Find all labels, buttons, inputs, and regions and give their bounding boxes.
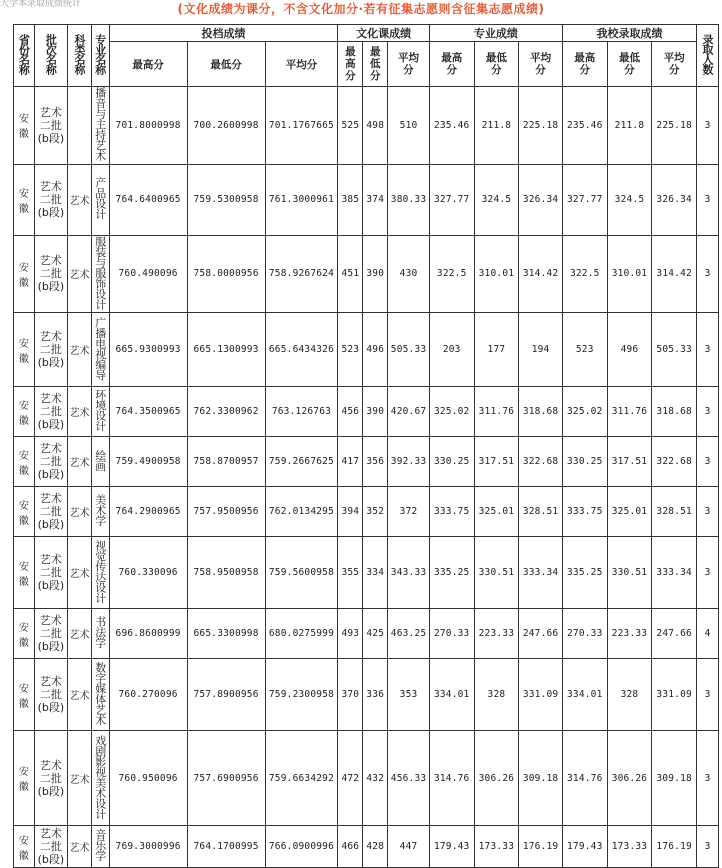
s-avg-cell: 225.18 xyxy=(652,87,697,165)
s-max-cell: 325.02 xyxy=(562,387,607,437)
s-avg-cell: 176.19 xyxy=(652,826,697,868)
m-max-cell: 314.76 xyxy=(429,731,474,826)
count-cell: 3 xyxy=(697,487,719,537)
c-min-cell: 496 xyxy=(363,313,388,387)
province-cell: 安徽 xyxy=(14,609,35,659)
s-max-cell: 523 xyxy=(562,313,607,387)
s-avg-cell: 326.34 xyxy=(652,164,697,235)
c-max-cell: 394 xyxy=(338,487,363,537)
category-cell: 艺术 xyxy=(68,537,92,609)
table-row xyxy=(14,487,719,537)
s-min-cell: 496 xyxy=(607,313,652,387)
a-max-cell: 665.9300993 xyxy=(109,313,187,387)
m-min-cell: 173.33 xyxy=(474,826,519,868)
s-min-cell: 324.5 xyxy=(607,164,652,235)
a-avg-cell: 701.1767665 xyxy=(265,87,338,165)
a-min-cell: 757.8900956 xyxy=(187,659,265,731)
major-cell: 视觉传达设计 xyxy=(91,537,109,609)
major-cell: 服装与服饰设计 xyxy=(91,235,109,313)
a-avg-cell: 766.0900996 xyxy=(265,826,338,868)
c-avg-cell: 420.67 xyxy=(388,387,430,437)
category-cell: 艺术 xyxy=(68,826,92,868)
s-max-cell: 334.01 xyxy=(562,659,607,731)
m-min-cell: 328 xyxy=(474,659,519,731)
batch-cell: 艺术二批(b段) xyxy=(34,87,67,165)
m-min-cell: 325.01 xyxy=(474,487,519,537)
c-min-cell: 390 xyxy=(363,387,388,437)
c-max-cell: 523 xyxy=(338,313,363,387)
a-max-cell: 769.3000996 xyxy=(109,826,187,868)
s-avg-cell: 333.34 xyxy=(652,537,697,609)
archive-min-subheader: 最低分 xyxy=(187,42,265,87)
c-min-cell: 425 xyxy=(363,609,388,659)
province-cell: 安徽 xyxy=(14,826,35,868)
cut-off-heading: 大学本录取成绩统计 xyxy=(0,0,82,9)
school-min-subheader: 最低分 xyxy=(607,42,652,87)
m-avg-cell: 326.34 xyxy=(519,164,563,235)
category-cell: 艺术 xyxy=(68,387,92,437)
m-min-cell: 317.51 xyxy=(474,437,519,487)
category-cell: 艺术 xyxy=(68,235,92,313)
m-avg-cell: 176.19 xyxy=(519,826,563,868)
m-max-cell: 335.25 xyxy=(429,537,474,609)
a-min-cell: 665.1300993 xyxy=(187,313,265,387)
a-max-cell: 760.490096 xyxy=(109,235,187,313)
category-cell: 艺术 xyxy=(68,731,92,826)
c-max-cell: 456 xyxy=(338,387,363,437)
s-max-cell: 235.46 xyxy=(562,87,607,165)
col-category-header: 科类名称 xyxy=(68,25,92,87)
province-cell: 安徽 xyxy=(14,235,35,313)
category-cell: 艺术 xyxy=(68,659,92,731)
major-cell: 书法学 xyxy=(91,609,109,659)
count-cell: 3 xyxy=(697,164,719,235)
s-max-cell: 333.75 xyxy=(562,487,607,537)
group-major-header: 专业成绩 xyxy=(429,25,562,42)
c-max-cell: 472 xyxy=(338,731,363,826)
m-avg-cell: 225.18 xyxy=(519,87,563,165)
col-count-header: 录取人数 xyxy=(697,25,719,87)
a-max-cell: 760.270096 xyxy=(109,659,187,731)
col-major-header: 专业名称 xyxy=(91,25,109,87)
s-max-cell: 179.43 xyxy=(562,826,607,868)
a-min-cell: 757.6900956 xyxy=(187,731,265,826)
c-avg-cell: 392.33 xyxy=(388,437,430,487)
admission-score-table xyxy=(13,24,719,868)
batch-cell: 艺术二批(b段) xyxy=(34,437,67,487)
major-cell: 广播电视编导 xyxy=(91,313,109,387)
count-cell: 3 xyxy=(697,387,719,437)
province-cell: 安徽 xyxy=(14,164,35,235)
c-min-cell: 352 xyxy=(363,487,388,537)
province-cell: 安徽 xyxy=(14,437,35,487)
m-avg-cell: 333.34 xyxy=(519,537,563,609)
a-min-cell: 762.3300962 xyxy=(187,387,265,437)
table-row xyxy=(14,164,719,235)
category-cell: 艺术 xyxy=(68,437,92,487)
c-min-cell: 498 xyxy=(363,87,388,165)
c-max-cell: 466 xyxy=(338,826,363,868)
a-min-cell: 758.8700957 xyxy=(187,437,265,487)
c-min-cell: 356 xyxy=(363,437,388,487)
s-min-cell: 311.76 xyxy=(607,387,652,437)
a-max-cell: 764.3500965 xyxy=(109,387,187,437)
culture-max-subheader: 最高分 xyxy=(338,42,363,87)
a-max-cell: 696.8600999 xyxy=(109,609,187,659)
c-avg-cell: 447 xyxy=(388,826,430,868)
batch-cell: 艺术二批(b段) xyxy=(34,826,67,868)
m-min-cell: 310.01 xyxy=(474,235,519,313)
a-max-cell: 764.2900965 xyxy=(109,487,187,537)
c-avg-cell: 380.33 xyxy=(388,164,430,235)
batch-cell: 艺术二批(b段) xyxy=(34,537,67,609)
table-row xyxy=(14,437,719,487)
s-max-cell: 335.25 xyxy=(562,537,607,609)
major-cell: 播音与主持艺术 xyxy=(91,87,109,165)
batch-cell: 艺术二批(b段) xyxy=(34,731,67,826)
m-avg-cell: 331.09 xyxy=(519,659,563,731)
province-cell: 安徽 xyxy=(14,487,35,537)
count-cell: 3 xyxy=(697,826,719,868)
m-min-cell: 311.76 xyxy=(474,387,519,437)
m-avg-cell: 194 xyxy=(519,313,563,387)
province-cell: 安徽 xyxy=(14,537,35,609)
archive-max-subheader: 最高分 xyxy=(109,42,187,87)
a-avg-cell: 759.5600958 xyxy=(265,537,338,609)
c-max-cell: 525 xyxy=(338,87,363,165)
a-min-cell: 764.1700995 xyxy=(187,826,265,868)
a-avg-cell: 759.2667625 xyxy=(265,437,338,487)
count-cell: 3 xyxy=(697,731,719,826)
a-avg-cell: 680.0275999 xyxy=(265,609,338,659)
m-avg-cell: 322.68 xyxy=(519,437,563,487)
province-cell: 安徽 xyxy=(14,313,35,387)
m-avg-cell: 328.51 xyxy=(519,487,563,537)
major-cell: 绘画 xyxy=(91,437,109,487)
batch-cell: 艺术二批(b段) xyxy=(34,387,67,437)
c-max-cell: 417 xyxy=(338,437,363,487)
major-cell: 环境设计 xyxy=(91,387,109,437)
m-max-cell: 235.46 xyxy=(429,87,474,165)
batch-cell: 艺术二批(b段) xyxy=(34,313,67,387)
a-max-cell: 701.8000998 xyxy=(109,87,187,165)
count-cell: 4 xyxy=(697,609,719,659)
culture-avg-subheader: 平均分 xyxy=(388,42,430,87)
col-province-header: 省份名称 xyxy=(14,25,35,87)
m-max-cell: 330.25 xyxy=(429,437,474,487)
a-min-cell: 665.3300998 xyxy=(187,609,265,659)
province-cell: 安徽 xyxy=(14,659,35,731)
a-min-cell: 700.2600998 xyxy=(187,87,265,165)
c-avg-cell: 510 xyxy=(388,87,430,165)
m-min-cell: 330.51 xyxy=(474,537,519,609)
m-max-cell: 179.43 xyxy=(429,826,474,868)
m-max-cell: 334.01 xyxy=(429,659,474,731)
m-max-cell: 327.77 xyxy=(429,164,474,235)
batch-cell: 艺术二批(b段) xyxy=(34,235,67,313)
c-max-cell: 493 xyxy=(338,609,363,659)
table-row xyxy=(14,609,719,659)
s-avg-cell: 247.66 xyxy=(652,609,697,659)
table-row xyxy=(14,826,719,868)
category-cell: 艺术 xyxy=(68,313,92,387)
category-cell: 艺术 xyxy=(68,164,92,235)
major-cell: 数字媒体艺术 xyxy=(91,659,109,731)
a-avg-cell: 758.9267624 xyxy=(265,235,338,313)
s-max-cell: 322.5 xyxy=(562,235,607,313)
s-min-cell: 306.26 xyxy=(607,731,652,826)
archive-avg-subheader: 平均分 xyxy=(265,42,338,87)
c-avg-cell: 353 xyxy=(388,659,430,731)
s-avg-cell: 322.68 xyxy=(652,437,697,487)
s-max-cell: 270.33 xyxy=(562,609,607,659)
province-cell: 安徽 xyxy=(14,87,35,165)
a-min-cell: 757.9500956 xyxy=(187,487,265,537)
table-row xyxy=(14,731,719,826)
a-avg-cell: 759.6634292 xyxy=(265,731,338,826)
school-avg-subheader: 平均分 xyxy=(652,42,697,87)
c-min-cell: 334 xyxy=(363,537,388,609)
batch-cell: 艺术二批(b段) xyxy=(34,659,67,731)
group-archive-header: 投档成绩 xyxy=(109,25,338,42)
c-max-cell: 385 xyxy=(338,164,363,235)
a-avg-cell: 665.6434326 xyxy=(265,313,338,387)
s-min-cell: 173.33 xyxy=(607,826,652,868)
m-max-cell: 270.33 xyxy=(429,609,474,659)
a-avg-cell: 761.3000961 xyxy=(265,164,338,235)
score-note: (文化成绩为课分，不含文化加分·若有征集志愿则含征集志愿成绩) xyxy=(177,2,545,16)
a-avg-cell: 763.126763 xyxy=(265,387,338,437)
m-min-cell: 211.8 xyxy=(474,87,519,165)
group-culture-header: 文化课成绩 xyxy=(338,25,430,42)
a-max-cell: 759.4900958 xyxy=(109,437,187,487)
a-avg-cell: 762.0134295 xyxy=(265,487,338,537)
s-avg-cell: 328.51 xyxy=(652,487,697,537)
a-max-cell: 760.330096 xyxy=(109,537,187,609)
s-min-cell: 330.51 xyxy=(607,537,652,609)
c-min-cell: 432 xyxy=(363,731,388,826)
group-school-header: 我校录取成绩 xyxy=(562,25,696,42)
a-min-cell: 758.0000956 xyxy=(187,235,265,313)
s-avg-cell: 331.09 xyxy=(652,659,697,731)
c-min-cell: 374 xyxy=(363,164,388,235)
m-max-cell: 325.02 xyxy=(429,387,474,437)
culture-min-subheader: 最低分 xyxy=(363,42,388,87)
s-max-cell: 330.25 xyxy=(562,437,607,487)
school-max-subheader: 最高分 xyxy=(562,42,607,87)
major-min-subheader: 最低分 xyxy=(474,42,519,87)
c-avg-cell: 456.33 xyxy=(388,731,430,826)
major-cell: 美术学 xyxy=(91,487,109,537)
c-avg-cell: 463.25 xyxy=(388,609,430,659)
s-min-cell: 325.01 xyxy=(607,487,652,537)
m-avg-cell: 309.18 xyxy=(519,731,563,826)
s-min-cell: 223.33 xyxy=(607,609,652,659)
m-max-cell: 322.5 xyxy=(429,235,474,313)
major-cell: 产品设计 xyxy=(91,164,109,235)
s-min-cell: 310.01 xyxy=(607,235,652,313)
col-batch-header: 批次名称 xyxy=(34,25,67,87)
m-min-cell: 324.5 xyxy=(474,164,519,235)
province-cell: 安徽 xyxy=(14,731,35,826)
c-avg-cell: 343.33 xyxy=(388,537,430,609)
m-min-cell: 306.26 xyxy=(474,731,519,826)
a-min-cell: 759.5300958 xyxy=(187,164,265,235)
a-max-cell: 760.950096 xyxy=(109,731,187,826)
major-max-subheader: 最高分 xyxy=(429,42,474,87)
m-avg-cell: 247.66 xyxy=(519,609,563,659)
count-cell: 3 xyxy=(697,659,719,731)
province-cell: 安徽 xyxy=(14,387,35,437)
c-min-cell: 336 xyxy=(363,659,388,731)
table-row xyxy=(14,87,719,165)
batch-cell: 艺术二批(b段) xyxy=(34,164,67,235)
table-row xyxy=(14,313,719,387)
c-max-cell: 451 xyxy=(338,235,363,313)
count-cell: 3 xyxy=(697,437,719,487)
count-cell: 3 xyxy=(697,313,719,387)
m-min-cell: 223.33 xyxy=(474,609,519,659)
a-avg-cell: 759.2300958 xyxy=(265,659,338,731)
major-cell: 音乐学 xyxy=(91,826,109,868)
s-avg-cell: 505.33 xyxy=(652,313,697,387)
m-avg-cell: 318.68 xyxy=(519,387,563,437)
batch-cell: 艺术二批(b段) xyxy=(34,609,67,659)
c-max-cell: 355 xyxy=(338,537,363,609)
s-avg-cell: 309.18 xyxy=(652,731,697,826)
c-max-cell: 370 xyxy=(338,659,363,731)
table-row xyxy=(14,659,719,731)
table-row xyxy=(14,235,719,313)
count-cell: 3 xyxy=(697,235,719,313)
count-cell: 3 xyxy=(697,87,719,165)
batch-cell: 艺术二批(b段) xyxy=(34,487,67,537)
count-cell: 3 xyxy=(697,537,719,609)
c-avg-cell: 430 xyxy=(388,235,430,313)
s-avg-cell: 318.68 xyxy=(652,387,697,437)
major-cell: 戏剧影视美术设计 xyxy=(91,731,109,826)
c-min-cell: 428 xyxy=(363,826,388,868)
c-min-cell: 390 xyxy=(363,235,388,313)
table-row xyxy=(14,387,719,437)
s-min-cell: 211.8 xyxy=(607,87,652,165)
m-max-cell: 333.75 xyxy=(429,487,474,537)
s-min-cell: 328 xyxy=(607,659,652,731)
s-min-cell: 317.51 xyxy=(607,437,652,487)
s-avg-cell: 314.42 xyxy=(652,235,697,313)
m-min-cell: 177 xyxy=(474,313,519,387)
m-max-cell: 203 xyxy=(429,313,474,387)
category-cell xyxy=(68,87,92,165)
c-avg-cell: 372 xyxy=(388,487,430,537)
category-cell: 艺术 xyxy=(68,609,92,659)
major-avg-subheader: 平均分 xyxy=(519,42,563,87)
s-max-cell: 314.76 xyxy=(562,731,607,826)
a-max-cell: 764.6400965 xyxy=(109,164,187,235)
s-max-cell: 327.77 xyxy=(562,164,607,235)
m-avg-cell: 314.42 xyxy=(519,235,563,313)
c-avg-cell: 505.33 xyxy=(388,313,430,387)
table-row xyxy=(14,537,719,609)
category-cell: 艺术 xyxy=(68,487,92,537)
a-min-cell: 758.9500958 xyxy=(187,537,265,609)
